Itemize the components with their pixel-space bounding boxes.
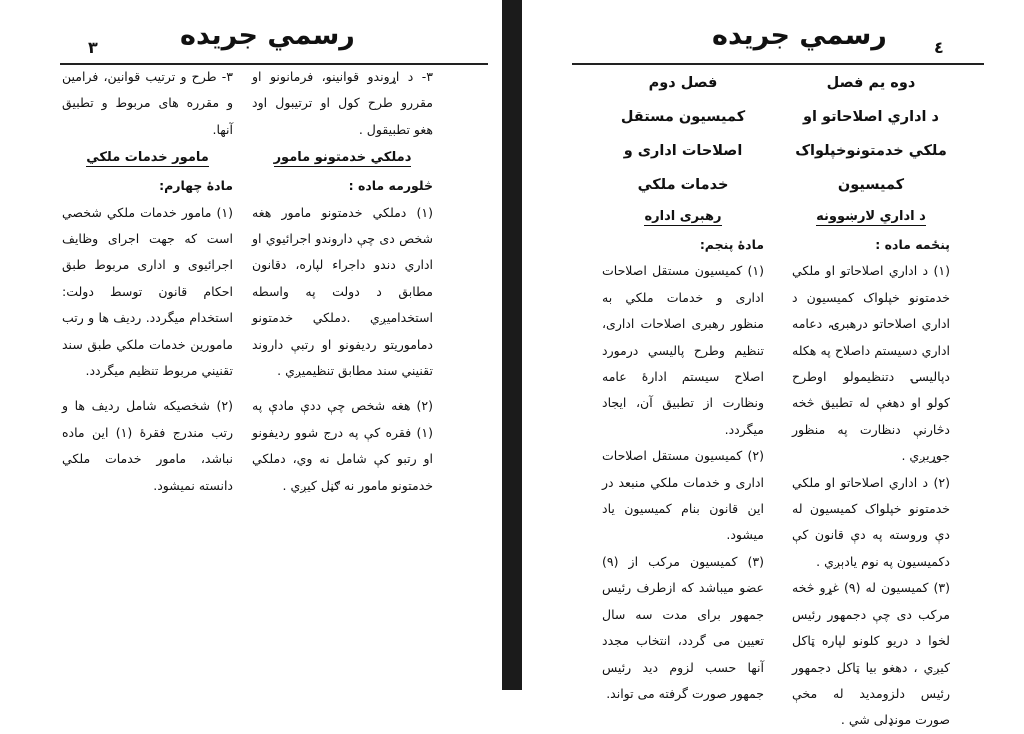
paragraph: (٢) کميسيون مستقل اصلاحات ادارى و خدمات ملکي منبعد در اين قانون بنام کميسيون ياد ميشود. <box>602 448 764 543</box>
paragraph: (١) کميسيون مستقل اصلاحات ادارى و خدمات ملکي به منظور رهبرى اصلاحات ادارى، تنظيم وطرح پاليسي درمورد اصلاح سيستم ادارهٔ عامه ونظارت از تطبيق آن، ايجاد ميگردد. <box>602 263 764 437</box>
section-heading: دملکي خدمتونو مامور <box>273 150 412 166</box>
section-heading: د اداري اصلاحاتو او ملکي خدمتونوخپلواک کميسيون <box>795 109 947 193</box>
pashto-column <box>792 66 950 734</box>
paragraph: (١) د اداري اصلاحاتو او ملکي خدمتونو خپلواک کميسيون د اداري اصلاحاتو درهبرۍ، دعامه اداري دسيستم داصلاح په هکله دپاليسۍ دتنظيمولو اوطرح کولو او دهغې له تطبيق څخه دڅارنې دنظارت په منظور جوړيږي . <box>792 263 950 464</box>
clause-text: ٣- د اړوندو قوانينو، فرمانونو او مقررو طرح کول او ترتيبول اود هغو تطبيقول . <box>252 69 433 137</box>
header-rule <box>572 63 984 65</box>
left-page <box>0 0 502 690</box>
section-heading: مامور خدمات ملکي <box>86 150 209 166</box>
paragraph: (١) دملکي خدمتونو مامور هغه شخص دی چې داروندو اجرائيوي او اداري دندو داجراء لپاره، دقانون مطابق د دولت په واسطه استخداميږي .دملکي خدمتونو دماموريتو رديفونو او رتبې داروند تقنيني سند مطابق تنظيميږي . <box>252 204 433 379</box>
clause-text: ٣- طرح و ترتيب قوانين، فرامين و مقرره هاى مربوط و تطبيق آنها. <box>62 69 233 137</box>
dari-column <box>602 66 764 707</box>
book-gutter <box>502 0 522 690</box>
article-label: مادهٔ پنجم: <box>699 237 764 252</box>
article-label: پنځمه ماده : <box>875 237 950 252</box>
section-heading: کميسيون مستقل اصلاحات اداری و خدمات ملکي <box>620 109 746 193</box>
chapter-title: دوه يم فصل <box>826 75 916 91</box>
paragraph: (٣) کميسيون مرکب از (٩) عضو ميباشد که ازطرف رئيس جمهور براى مدت سه سال تعيين مى گردد، انتخاب مجدد آنها حسب لزوم ديد رئيس جمهور صورت گرفته مى تواند. <box>602 553 764 701</box>
dari-column <box>62 64 233 499</box>
gazette-title: رسمي جريده <box>712 20 887 51</box>
paragraph: (٣) کميسيون له (٩) غړو څخه مرکب دی چې دجمهور رئيس لخوا د دريو کلونو لپاره ټاکل کيږي ، دهغو بيا ټاکل دجمهور رئيس دلزومديد له مخې صورت مونډلی شي . <box>792 580 950 728</box>
gazette-title: رسمي جريده <box>180 20 355 51</box>
paragraph: (٢) شخصيکه شامل رديف ها و رتب مندرج فقرهٔ (١) اين ماده نباشد، مامور خدمات ملکي دانسته نميشود. <box>62 398 233 493</box>
pashto-column <box>252 64 433 499</box>
paragraph: (١) مامور خدمات ملکي شخصي است که جهت اجراى وظايف اجرائيوى و ادارى مربوط طبق احکام قانون توسط دولت: استخدام ميگردد. رديف ها و رتب مامورين خدمات ملکي طبق سند تقنيني مربوط تنظيم ميگردد. <box>62 204 233 379</box>
page-number: ٣ <box>88 38 98 57</box>
paragraph: (٢) هغه شخص چې ددې مادې په (١) فقره کې په درج شوو رديفونو او رتبو کې شامل نه وي، دملکي خدمتونو مامور نه ګڼل کيږي . <box>252 398 433 493</box>
article-label: مادهٔ چهارم: <box>159 178 233 194</box>
sub-heading: رهبرى اداره <box>644 209 722 224</box>
sub-heading: د اداري لارښوونه <box>816 209 926 224</box>
page-number: ٤ <box>934 38 944 57</box>
article-label: څلورمه ماده : <box>348 178 433 194</box>
chapter-title: فصل دوم <box>648 75 718 91</box>
paragraph: (٢) د اداري اصلاحاتو او ملکي خدمتونو خپلواک کميسيون له دې وروسته په دې قانون کې دکميسيون په نوم يادېږي . <box>792 474 950 569</box>
right-page <box>522 0 1024 728</box>
